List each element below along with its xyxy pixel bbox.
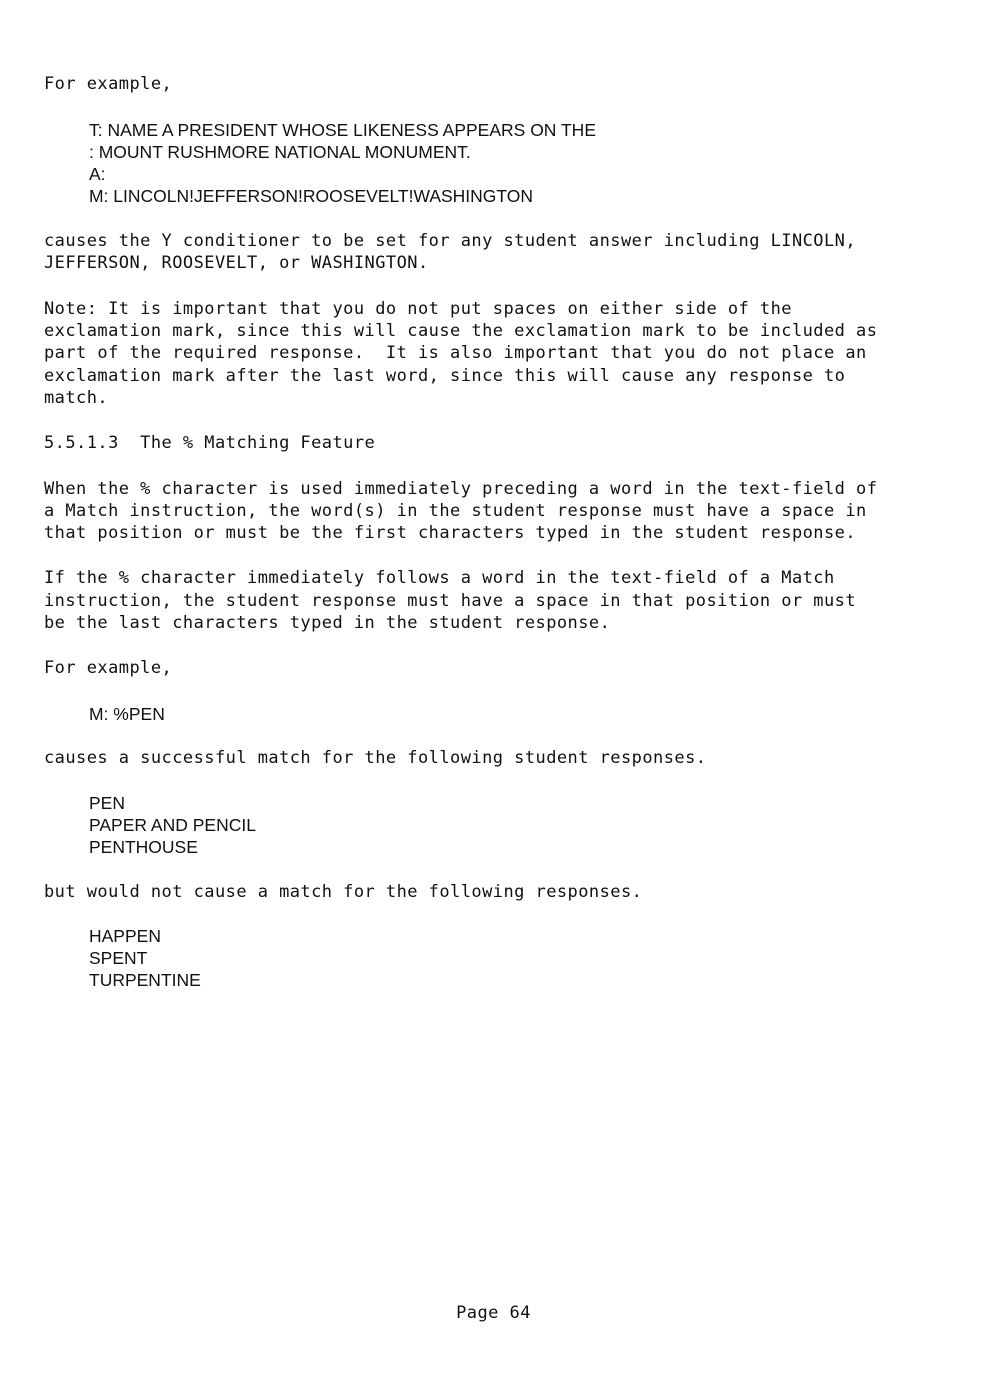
paragraph-if-line-1: If the % character immediately follows a word in the text-field of a Match [44,568,835,588]
match-list-item-2: PAPER AND PENCIL [89,815,256,835]
code-line-2: : MOUNT RUSHMORE NATIONAL MONUMENT. [89,142,471,162]
for-example-label-2: For example, [44,658,173,678]
for-example-label: For example, [44,74,173,94]
paragraph-if-line-2: instruction, the student response must have a space in that position or must [44,591,857,611]
note-line-4: exclamation mark after the last word, since this will cause any response to [44,366,846,386]
nomatch-list-item-3: TURPENTINE [89,970,201,990]
code-line-4: M: LINCOLN!JEFFERSON!ROOSEVELT!WASHINGTON [89,186,534,206]
section-heading: 5.5.1.3 The % Matching Feature [44,433,376,453]
paragraph-if-line-3: be the last characters typed in the student response. [44,613,611,633]
note-line-1: Note: It is important that you do not put spaces on either side of the [44,299,792,319]
paragraph-causes-line-1: causes the Y conditioner to be set for any student answer including LINCOLN, [44,231,857,251]
paragraph-nomatch: but would not cause a match for the following responses. [44,882,643,902]
code-match-line: M: %PEN [89,704,165,724]
nomatch-list-item-2: SPENT [89,948,148,968]
match-list-item-1: PEN [89,793,125,813]
paragraph-when-line-1: When the % character is used immediately preceding a word in the text-field of [44,479,878,499]
note-line-2: exclamation mark, since this will cause the exclamation mark to be included as [44,321,878,341]
nomatch-list-item-1: HAPPEN [89,926,161,946]
note-line-5: match. [44,388,109,408]
code-line-3: A: [89,164,106,184]
paragraph-when-line-2: a Match instruction, the word(s) in the student response must have a space in [44,501,867,521]
paragraph-when-line-3: that position or must be the first characters typed in the student response. [44,523,857,543]
paragraph-success: causes a successful match for the following student responses. [44,748,707,768]
paragraph-causes-line-2: JEFFERSON, ROOSEVELT, or WASHINGTON. [44,253,429,273]
page-number: Page 64 [456,1303,531,1323]
note-line-3: part of the required response. It is also important that you do not place an [44,343,867,363]
match-list-item-3: PENTHOUSE [89,837,198,857]
code-line-1: T: NAME A PRESIDENT WHOSE LIKENESS APPEARS ON THE [89,120,596,140]
